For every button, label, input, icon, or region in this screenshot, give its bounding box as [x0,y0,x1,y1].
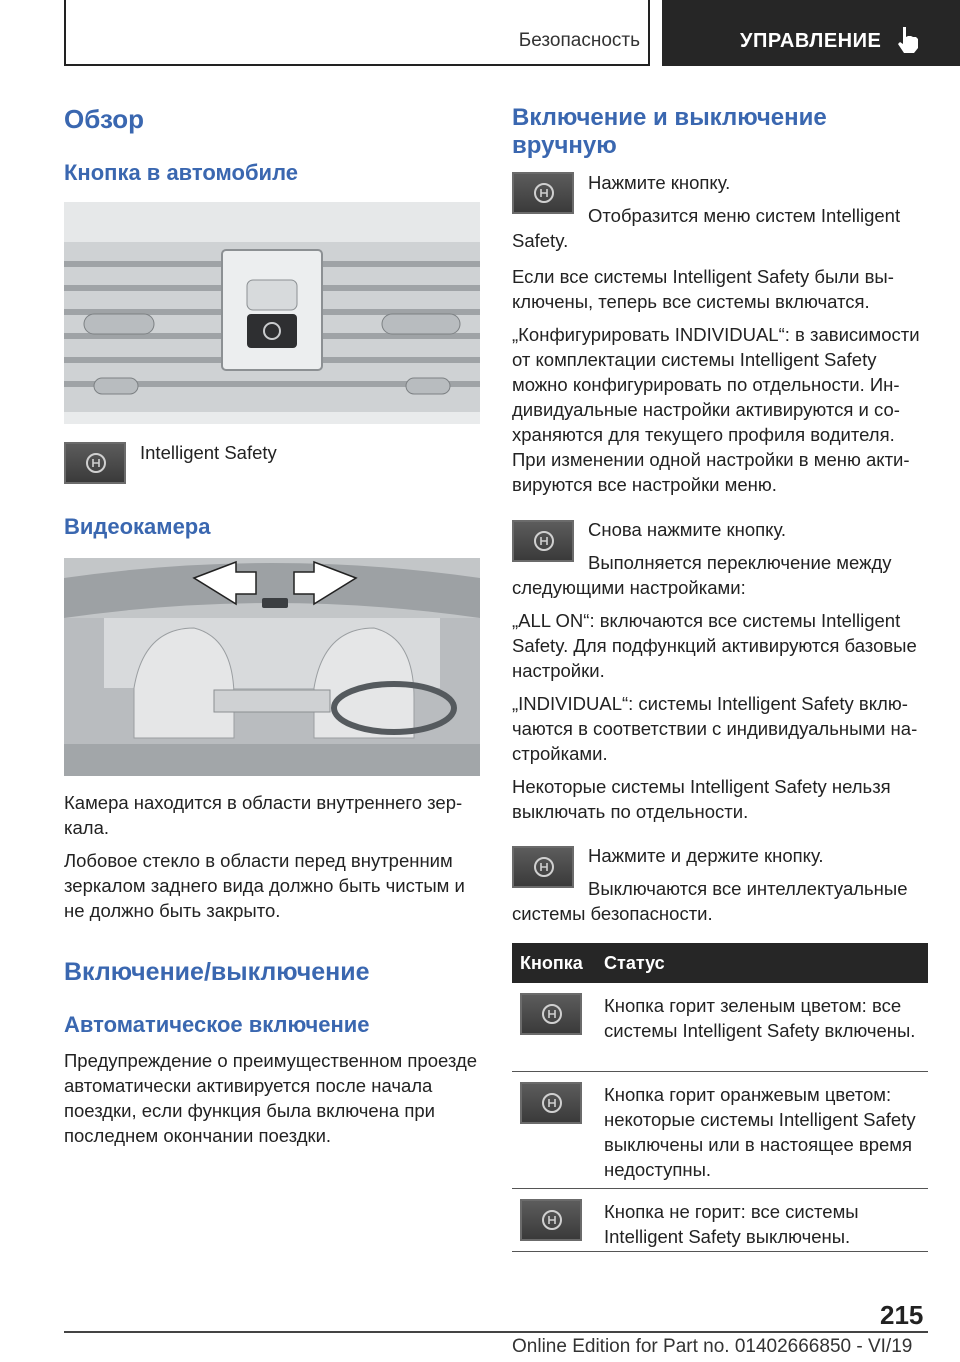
button-caption: Intelligent Safety [140,442,277,463]
block3-line2: Выключаются все интеллектуальные системы безопасности. [512,878,908,924]
block1-line1: Нажмите кнопку. [588,172,731,193]
status-text: Кнопка горит зеленым цветом: все системы Intelligent Safety включены. [604,995,916,1041]
table-row [512,983,928,1072]
header-left-rule [64,0,66,66]
intelligent-safety-button-icon [64,442,126,484]
auto-on-text: Предупреждение о преимущественном проезде автоматически активируется после начала поездки, если функция была включена при последнем окончании поездки. [64,1050,478,1146]
intelligent-safety-icon [540,1091,564,1115]
block1-line2: Отобразится меню систем Intelligent Safety. [512,205,901,251]
photo-camera-windshield [64,558,480,776]
header-section-title: Безопасность [518,30,640,51]
header-tab-label: УПРАВЛЕНИЕ [740,30,882,52]
button-icon-off [520,1199,582,1241]
heading-overview: Обзор [64,104,144,134]
block2-line2: Выполняется переключение между следующими настройками: [512,552,892,598]
block3-line1: Нажмите и держите кнопку. [588,845,824,866]
heading-auto-on: Автоматическое включение [64,1012,370,1037]
block2-line4: „INDIVIDUAL“: системы Intelligent Safety включаются в соответствии с индивидуальными настройками. [512,693,918,764]
intelligent-safety-icon [84,451,108,475]
camera-text [64,790,480,931]
heading-camera: Видеокамера [64,514,211,539]
hand-pointer-icon [892,24,922,54]
intelligent-safety-icon [540,1208,564,1232]
block2-line1: Снова нажмите кнопку. [588,519,786,540]
table-row [512,1189,928,1252]
camera-text-1: Камера находится в области внутреннего зеркала. [64,792,463,838]
button-icon-green [520,993,582,1035]
camera-text-2: Лобовое стекло в области перед внутренним зеркалом заднего вида должно быть чистым и не должно быть закрыто. [64,850,465,921]
block1-line4: „Конфигурировать INDIVIDUAL“: в зависимости от комплектации системы Intelligent Safety можно конфигурировать по отдельности. Индивидуальные настройки активируются и сохраняются для текущего профиля водителя. При изменении одной настройки в меню активируются все настройки меню. [512,324,920,495]
table-row [512,1072,928,1189]
status-table-header [512,943,928,983]
header-bottom-rule [64,64,650,66]
block1-text [512,264,928,505]
heading-on-off: Включение/выключение [64,958,370,986]
footer-rule [64,1331,928,1333]
block2-line5: Некоторые системы Intelligent Safety нельзя выключать по отдельности. [512,776,891,822]
intelligent-safety-icon [532,181,556,205]
status-table [512,943,928,1252]
heading-manual: Включение и выключение вручную [512,104,827,159]
status-text: Кнопка не горит: все системы Intelligent Safety выключены. [604,1201,859,1247]
block2-line3: „ALL ON“: включаются все системы Intelligent Safety. Для подфункций активируются базовые настройки. [512,610,917,681]
col-status-header: Статус [604,953,665,973]
button-icon-orange [520,1082,582,1124]
col-button-header: Кнопка [520,953,583,973]
block2-text [512,608,928,832]
footer-edition: Online Edition for Part no. 01402666850 - VI/19 [512,1336,913,1357]
intelligent-safety-icon [540,1002,564,1026]
photo-dashboard-button [64,202,480,424]
block1-line3: Если все системы Intelligent Safety были выключены, теперь все системы включатся. [512,266,894,312]
page-number: 215 [880,1300,924,1330]
heading-button-in-car: Кнопка в автомобиле [64,160,298,185]
header-divider [648,0,650,66]
status-text: Кнопка горит оранжевым цветом: некоторые системы Intelligent Safety выключены или в настоящее время недоступны. [604,1084,916,1180]
